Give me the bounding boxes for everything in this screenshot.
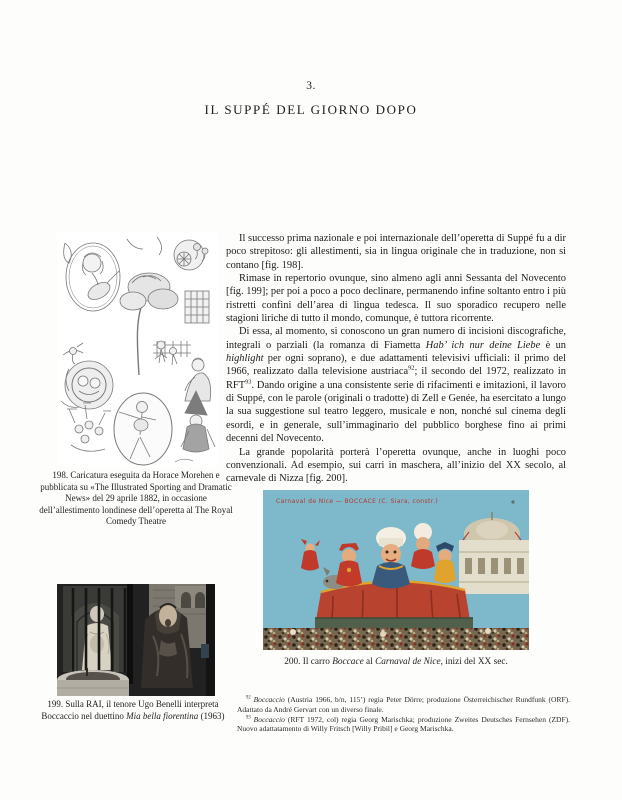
postcard-title-text: Carnaval de Nice — BOCCACE (C. Siara, constr.) [276,498,439,505]
tv-scene-illustration [57,584,215,696]
body-text [226,232,566,486]
footnotes [237,695,570,734]
figure-199-tv-still [57,584,215,696]
paragraph-2: Rimase in repertorio ovunque, sino almeno agli anni Sessanta del Novecento [fig. 199]; per poi a poco a poco declinare, permanendo infine soltanto entro i più ristretti confini dell’area di lingua tedesca. Il suo sporadico recupero nelle stagioni liriche di tutto il mondo, comunque, è tuttora ricorrente. [226,273,566,325]
chapter-number: 3. [306,80,316,92]
figure-198-engraving [57,233,218,467]
carnival-float-illustration [263,490,529,650]
chapter-title: IL SUPPÉ DEL GIORNO DOPO [204,102,418,117]
caption-figure-198: 198. Caricatura eseguita da Horace Morehen e pubblicata su «The Illustrated Sporting and Dramatic News» del 29 aprile 1882, in occasione dell’allestimento londinese dell’operetta al The Royal Comedy Theatre [39,470,233,527]
caricature-collage-illustration [57,233,218,467]
paragraph-4: La grande popolarità porterà l’operetta ovunque, anche in luoghi poco convenzionali. Ad esempio, sui carri in maschera, all’inizio del XX secolo, al carnevale di Nizza [fig. 200]. [226,446,566,485]
caption-figure-199: 199. Sulla RAI, il tenore Ugo Benelli interpreta Boccaccio nel duettino Mia bella fiorentina (1963) [41,699,225,721]
footnote-92: $^{92}$ Boccaccio (Austria 1966, b/n, 115’) regia Peter Dörre; produzione Österreichischer Rundfunk (ORF). Adattato da André Gervart con un diverso finale. [237,695,570,714]
figure-200-postcard [263,490,529,650]
caption-figure-200: 200. Il carro Boccace al Carnaval de Nice, inizi del XX sec. [284,657,508,667]
footnote-93: $^{93}$ Boccaccio (RFT 1972, col) regia Georg Marischka; produzione Zweites Deutsches Fernsehen (ZDF). Nuovo adattatamento di Willy Fritsch [Willy Pribil] e Georg Marischka. [237,714,571,734]
paragraph-3: Di essa, al momento, si conoscono un gran numero di incisioni discografiche, integrali o parziali (la romanza di Fiametta Hab’ ich nur deine Liebe è un highlight per ogni soprano), e due adattamenti televisivi ufficiali: il primo del 1966, realizzato dalla televisione austriaca$^{92}$; il secondo del 1972, realizzato in RFT$^{93}$. Dando origine a una consistente serie di rifacimenti e imitazioni, il lavoro di Suppé, con le parole (originali o tradotte) di Zell e Genée, ha esercitato a lungo la sua suggestione sul teatro leggero, musicale e non, nonché sul cinema degli esordi, e in generale, sull’immaginario del pubblico borghese fino ai primi decenni del Novecento. [226,326,566,445]
paragraph-1: Il successo prima nazionale e poi internazionale dell’operetta di Suppé fu a dir poco strepitoso: gli allestimenti, sia in lingua originale che in traduzione, non si contano [fig. 198]. [226,233,566,271]
